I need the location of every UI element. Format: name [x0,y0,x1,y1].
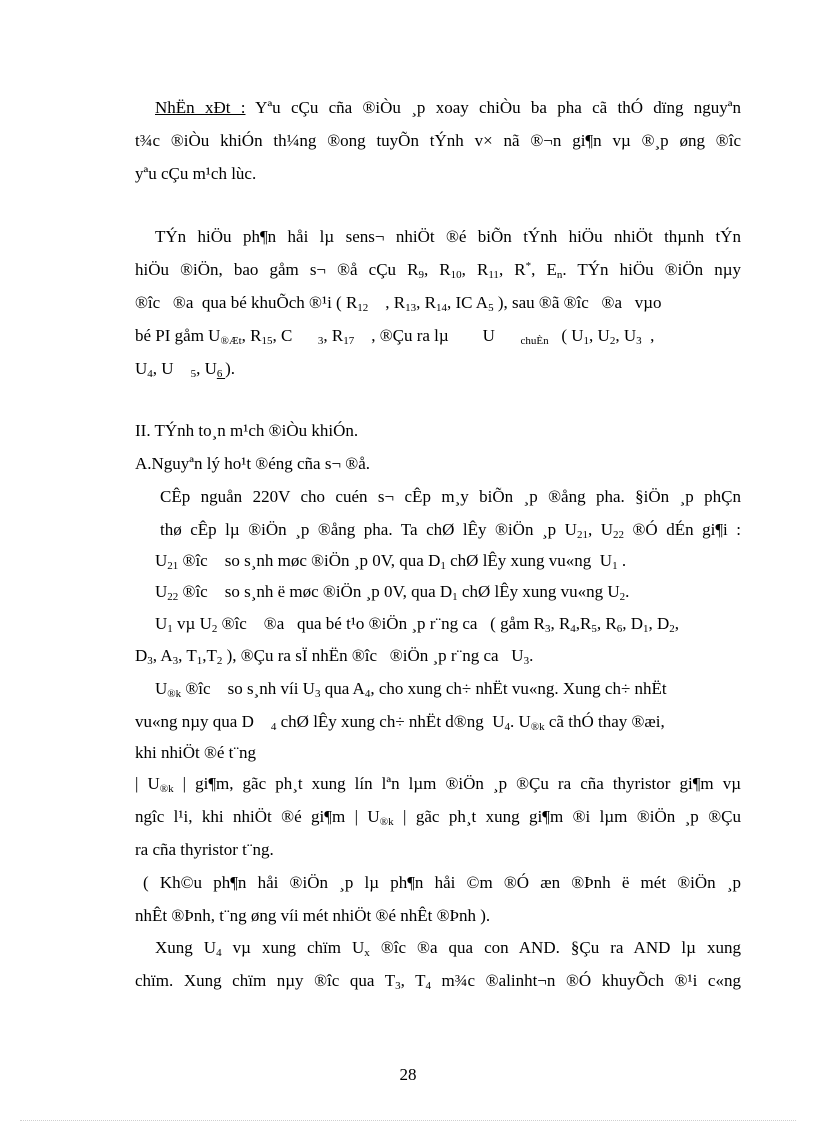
paragraph-line: thø cÊp lµ ®iÖn ¸p ®ång pha. Ta chØ lÊy ®iÖn ¸p $U_{21}$, $U_{22}$ ®Ó dÉn gi¶i : [160,520,742,541]
paragraph-line: ra cña thyristor t¨ng. [135,840,274,859]
section-heading: II. TÝnh to¸n m¹ch ®iÒu khiÓn. [135,421,359,440]
paragraph-line: ( Kh©u ph¶n håi ®iÖn ¸p lµ ph¶n håi ©m ®Ó æn ®Þnh ë mét ®iÖn ¸p [143,873,741,892]
paragraph-line: ®îc ®a qua bé khuÕch ®¹i ( $R_{12}$ , $R_{13}$, $R_{14}$, IC $A_5$ ), sau ®ã ®îc ®a vµo [135,293,662,314]
paragraph-line: CÊp nguån 220V cho cuén s¬ cÊp m¸y biÕn ¸p ®ång pha. §iÖn ¸p phÇn [160,487,741,506]
paragraph-line: t¾c ®iÒu khiÓn th¼ng ®ong tuyÕn tÝnh v× nã ®¬n gi¶n vµ ®¸p øng ®îc [135,131,741,150]
paragraph-line: ngîc l¹i, khi nhiÖt ®é gi¶m | $U_{®k}$ | gãc ph¸t xung gi¶m ®i lµm ®iÖn ¸p ®Çu [135,807,741,828]
paragraph-line: $U_1$ vµ $U_2$ ®îc ®a qua bé t¹o ®iÖn ¸p r¨ng ca ( gåm $R_3$, $R_4,R_5$, $R_6$, $D_1$, $D_2$, [155,614,680,635]
paragraph-line: Xung $U_4$ vµ xung chïm $U_x$ ®îc ®a qua con AND. §Çu ra AND lµ xung [155,938,741,959]
paragraph-line: NhËn xÐt : Yªu cÇu cña ®iÒu ¸p xoay chiÒu ba pha cã thÓ dïng nguyªn [155,98,742,117]
paragraph-line: $U_4$, U $_5$, $U_6$ ). [135,359,236,380]
page-number: 28 [399,1065,417,1084]
paragraph-line: | $U_{®k}$ | gi¶m, gãc ph¸t xung lín lªn lµm ®iÖn ¸p ®Çu ra cña thyristor gi¶m vµ [135,774,741,795]
paragraph-line: $U_{®k}$ ®îc so s¸nh víi $U_3$ qua $A_4$, cho xung ch÷ nhËt vu«ng. Xung ch÷ nhËt [155,679,667,700]
paragraph-line: vu«ng nµy qua D $_4$ chØ lÊy xung ch÷ nhËt d®ng $U_4$. $U_{®k}$ cã thÓ thay ®æi, [135,712,665,733]
paragraph-line: nhÊt ®Þnh, t¨ng øng víi mét nhiÖt ®é nhÊt ®Þnh ). [135,906,491,925]
page-bottom-divider [20,1120,796,1121]
paragraph-line: TÝn hiÖu ph¶n håi lµ sens¬ nhiÖt ®é biÕn tÝnh hiÖu nhiÖt thµnh tÝn [155,227,741,246]
paragraph-line: bé PI gåm $U_{®Æt}$, $R_{15}$, C $_3$, $R_{17}$ , ®Çu ra lµ U $_{chuÈn}$ ( $U_1$, $U_2$, $U_3$ , [135,326,655,347]
paragraph-line: $D_3$, $A_3$, $T_1,T_2$ ), ®Çu ra sÏ nhËn ®îc ®iÖn ¸p r¨ng ca $U_3$. [135,646,534,667]
paragraph-line: khi nhiÖt ®é t¨ng [135,743,257,762]
remark-label: NhËn xÐt : [155,98,246,117]
paragraph-line: $U_{21}$ ®îc so s¸nh møc ®iÖn ¸p 0V, qua $D_1$ chØ lÊy xung vu«ng $U_1$ . [155,551,627,572]
paragraph-line: $U_{22}$ ®îc so s¸nh ë møc ®iÖn ¸p 0V, qua $D_1$ chØ lÊy xung vu«ng $U_2$. [155,582,630,603]
paragraph-line: hiÖu ®iÖn, bao gåm s¬ ®å cÇu $R_9$, $R_{10}$, $R_{11}$, R*, $E_n$. TÝn hiÖu ®iÖn nµy [135,260,742,281]
paragraph-line: chïm. Xung chïm nµy ®îc qua $T_3$, $T_4$ m¾c ®alinht¬n ®Ó khuyÕch ®¹i c«ng [135,971,741,992]
subsection-heading: A.Nguyªn lý ho¹t ®éng cña s¬ ®å. [135,454,371,473]
paragraph-line: yªu cÇu m¹ch lùc. [135,164,257,183]
